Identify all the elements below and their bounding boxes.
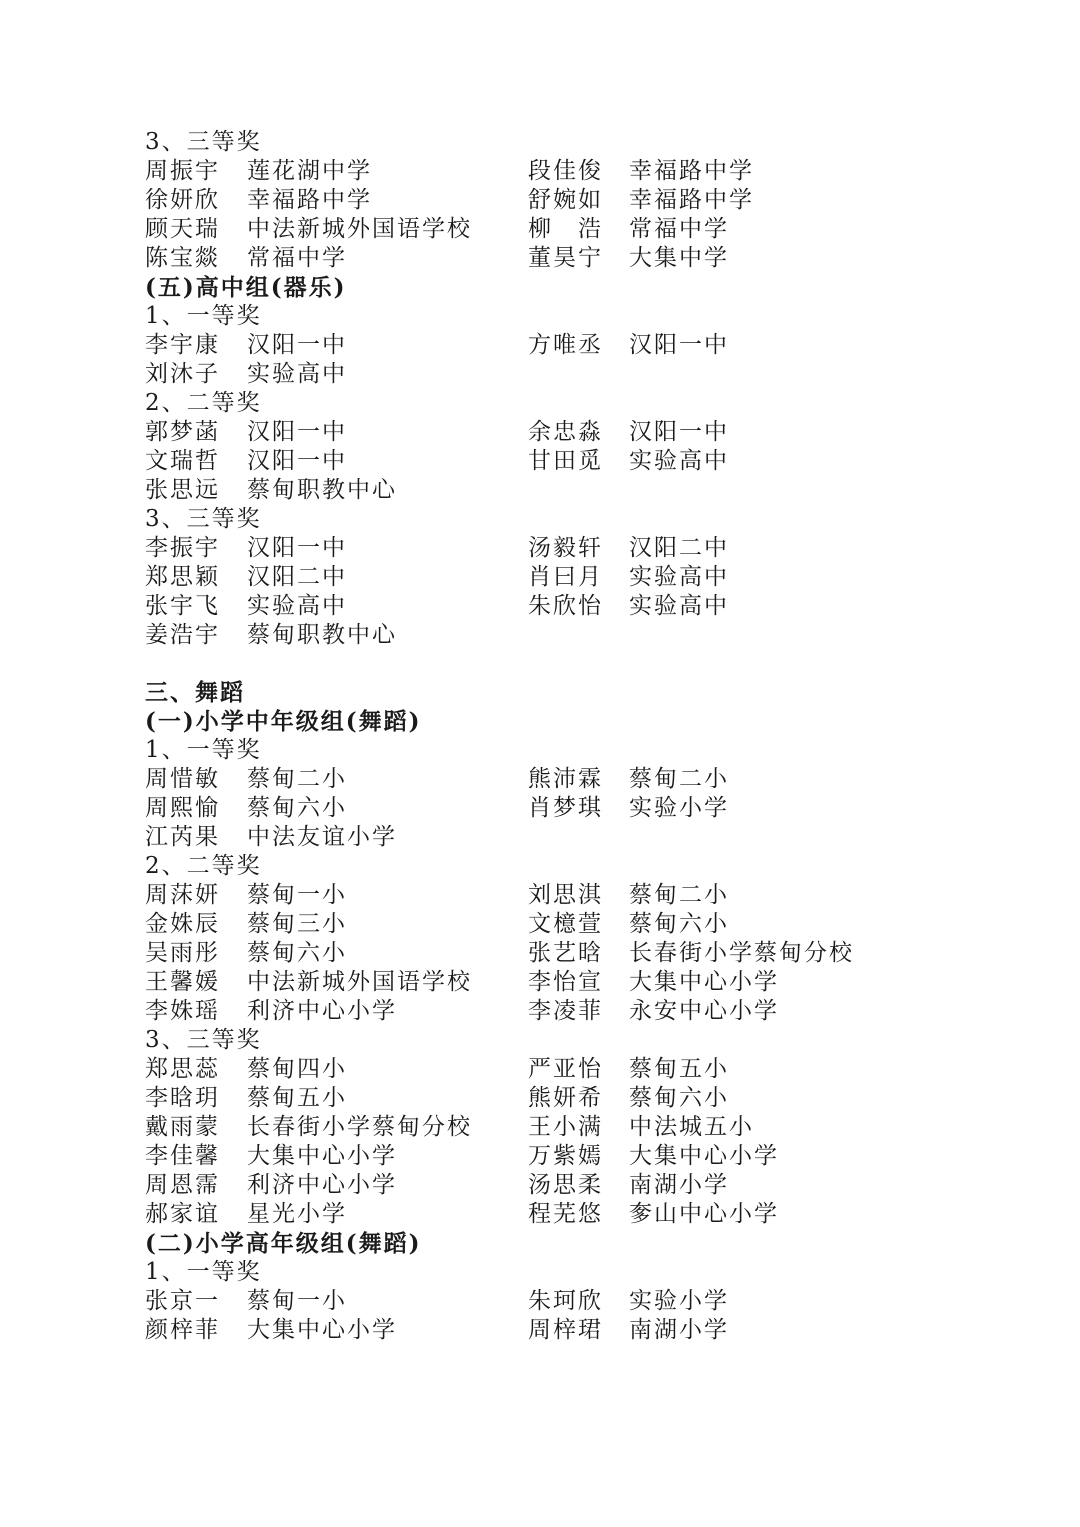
- winner-name: 李姝瑶: [145, 998, 220, 1024]
- winner-name: 张艺晗: [528, 940, 603, 966]
- winner-school: 利济中心小学: [247, 1172, 397, 1198]
- winner-school: 蔡甸职教中心: [247, 477, 397, 503]
- winner-school: 南湖小学: [629, 1172, 729, 1198]
- award-row: [145, 1316, 1045, 1345]
- winner-school: 蔡甸二小: [629, 766, 729, 792]
- award-row: [145, 621, 1045, 650]
- winner-school: 蔡甸职教中心: [247, 622, 397, 648]
- winner-name: 周熙愉: [145, 795, 220, 821]
- winner-school: 奓山中心小学: [629, 1201, 779, 1227]
- winner-school: 汉阳一中: [629, 419, 729, 445]
- winner-school: 蔡甸三小: [247, 911, 347, 937]
- winner-name: 严亚怡: [528, 1056, 603, 1082]
- winner-school: 常福中学: [629, 216, 729, 242]
- line-text: 3、三等奖: [145, 1027, 262, 1053]
- award-row: [145, 418, 1045, 447]
- award-level-label: [145, 302, 1045, 331]
- winner-school: 中法新城外国语学校: [247, 216, 472, 242]
- winner-name: 李凌菲: [528, 998, 603, 1024]
- line-text: (一)小学中年级组(舞蹈): [145, 708, 422, 735]
- winner-school: 汉阳一中: [247, 448, 347, 474]
- group-heading: [145, 707, 1045, 736]
- winner-name: 李怡宣: [528, 969, 603, 995]
- award-row: [145, 1200, 1045, 1229]
- award-row: [145, 1171, 1045, 1200]
- winner-name: 颜梓菲: [145, 1317, 220, 1343]
- line-text: 1、一等奖: [145, 1259, 262, 1285]
- winner-name: 周梓珺: [528, 1317, 603, 1343]
- group-heading: [145, 1229, 1045, 1258]
- winner-name: 熊沛霖: [528, 766, 603, 792]
- award-level-label: [145, 505, 1045, 534]
- award-row: [145, 360, 1045, 389]
- award-row: [145, 997, 1045, 1026]
- winner-school: 实验高中: [629, 448, 729, 474]
- winner-school: 实验高中: [247, 361, 347, 387]
- winner-school: 蔡甸五小: [247, 1085, 347, 1111]
- winner-school: 汉阳二中: [247, 564, 347, 590]
- winner-name: 万紫嫣: [528, 1143, 603, 1169]
- winner-school: 幸福路中学: [629, 187, 754, 213]
- winner-name: 陈宝燚: [145, 245, 220, 271]
- winner-name: 甘田觅: [528, 448, 603, 474]
- winner-school: 蔡甸六小: [247, 940, 347, 966]
- award-row: [145, 968, 1045, 997]
- winner-name: 汤毅轩: [528, 535, 603, 561]
- winner-name: 李振宇: [145, 535, 220, 561]
- line-text: 2、二等奖: [145, 853, 262, 879]
- line-text: (五)高中组(器乐): [145, 274, 347, 301]
- winner-school: 汉阳一中: [247, 535, 347, 561]
- award-row: [145, 1113, 1045, 1142]
- award-level-label: [145, 1026, 1045, 1055]
- winner-name: 汤思柔: [528, 1172, 603, 1198]
- winner-name: 戴雨蒙: [145, 1114, 220, 1140]
- winner-name: 李宇康: [145, 332, 220, 358]
- winner-school: 大集中心小学: [629, 969, 779, 995]
- winner-school: 蔡甸六小: [629, 911, 729, 937]
- winner-school: 蔡甸二小: [629, 882, 729, 908]
- winner-name: 方唯丞: [528, 332, 603, 358]
- winner-school: 实验小学: [629, 795, 729, 821]
- winner-name: 周莯妍: [145, 882, 220, 908]
- winner-school: 实验高中: [629, 564, 729, 590]
- award-row: [145, 765, 1045, 794]
- award-row: [145, 447, 1045, 476]
- winner-name: 张京一: [145, 1288, 220, 1314]
- winner-school: 实验小学: [629, 1288, 729, 1314]
- line-text: 3、三等奖: [145, 506, 262, 532]
- winner-name: 董昊宁: [528, 245, 603, 271]
- award-row: [145, 244, 1045, 273]
- award-row: [145, 881, 1045, 910]
- winner-school: 长春街小学蔡甸分校: [247, 1114, 472, 1140]
- award-row: [145, 186, 1045, 215]
- winner-school: 大集中学: [629, 245, 729, 271]
- winner-school: 汉阳二中: [629, 535, 729, 561]
- award-row: [145, 1287, 1045, 1316]
- winner-school: 汉阳一中: [247, 332, 347, 358]
- winner-name: 姜浩宇: [145, 622, 220, 648]
- winner-school: 大集中心小学: [247, 1317, 397, 1343]
- winner-school: 蔡甸五小: [629, 1056, 729, 1082]
- winner-name: 李晗玥: [145, 1085, 220, 1111]
- award-row: [145, 534, 1045, 563]
- winner-name: 文瑞哲: [145, 448, 220, 474]
- award-level-label: [145, 1258, 1045, 1287]
- winner-name: 舒婉如: [528, 187, 603, 213]
- winner-school: 汉阳一中: [247, 419, 347, 445]
- award-row: [145, 592, 1045, 621]
- line-text: 2、二等奖: [145, 390, 262, 416]
- group-heading: [145, 273, 1045, 302]
- winner-name: 郝家谊: [145, 1201, 220, 1227]
- winner-name: 吴雨彤: [145, 940, 220, 966]
- winner-name: 张思远: [145, 477, 220, 503]
- winner-school: 大集中心小学: [629, 1143, 779, 1169]
- winner-school: 大集中心小学: [247, 1143, 397, 1169]
- award-level-label: [145, 389, 1045, 418]
- winner-name: 江芮果: [145, 824, 220, 850]
- winner-name: 李佳馨: [145, 1143, 220, 1169]
- winner-name: 周惜敏: [145, 766, 220, 792]
- winner-school: 中法新城外国语学校: [247, 969, 472, 995]
- award-row: [145, 939, 1045, 968]
- award-row: [145, 1084, 1045, 1113]
- winner-school: 长春街小学蔡甸分校: [629, 940, 854, 966]
- winner-name: 肖梦琪: [528, 795, 603, 821]
- winner-school: 蔡甸四小: [247, 1056, 347, 1082]
- winner-name: 柳 浩: [528, 216, 603, 242]
- award-row: [145, 476, 1045, 505]
- line-text: 3、三等奖: [145, 129, 262, 155]
- award-row: [145, 1142, 1045, 1171]
- winner-name: 余忠淼: [528, 419, 603, 445]
- winner-name: 肖曰月: [528, 564, 603, 590]
- winner-name: 顾天瑞: [145, 216, 220, 242]
- winner-school: 蔡甸一小: [247, 882, 347, 908]
- section-heading: [145, 678, 1045, 707]
- winner-school: 实验高中: [247, 593, 347, 619]
- winner-name: 徐妍欣: [145, 187, 220, 213]
- winner-school: 中法城五小: [629, 1114, 754, 1140]
- winner-school: 莲花湖中学: [247, 158, 372, 184]
- award-row: [145, 823, 1045, 852]
- award-row: [145, 331, 1045, 360]
- award-level-label: [145, 736, 1045, 765]
- winner-name: 张宇飞: [145, 593, 220, 619]
- line-text: 三、舞蹈: [145, 679, 245, 706]
- winner-name: 郭梦菡: [145, 419, 220, 445]
- winner-name: 刘思淇: [528, 882, 603, 908]
- winner-school: 星光小学: [247, 1201, 347, 1227]
- winner-school: 蔡甸六小: [629, 1085, 729, 1111]
- winner-name: 郑思颖: [145, 564, 220, 590]
- award-row: [145, 1055, 1045, 1084]
- winner-school: 利济中心小学: [247, 998, 397, 1024]
- winner-name: 熊妍希: [528, 1085, 603, 1111]
- line-text: 1、一等奖: [145, 737, 262, 763]
- winner-name: 文檍萱: [528, 911, 603, 937]
- award-row: [145, 563, 1045, 592]
- winner-school: 常福中学: [247, 245, 347, 271]
- winner-name: 王小满: [528, 1114, 603, 1140]
- blank-line: [145, 650, 1045, 678]
- line-text: 1、一等奖: [145, 303, 262, 329]
- award-row: [145, 157, 1045, 186]
- winner-name: 周恩霈: [145, 1172, 220, 1198]
- winner-school: 中法友谊小学: [247, 824, 397, 850]
- winner-name: 金姝辰: [145, 911, 220, 937]
- winner-name: 段佳俊: [528, 158, 603, 184]
- award-list: [145, 128, 1045, 1345]
- award-level-label: [145, 128, 1045, 157]
- winner-name: 朱欣怡: [528, 593, 603, 619]
- winner-school: 永安中心小学: [629, 998, 779, 1024]
- winner-school: 蔡甸一小: [247, 1288, 347, 1314]
- winner-school: 南湖小学: [629, 1317, 729, 1343]
- winner-name: 刘沐子: [145, 361, 220, 387]
- winner-school: 汉阳一中: [629, 332, 729, 358]
- award-row: [145, 794, 1045, 823]
- winner-name: 郑思蕊: [145, 1056, 220, 1082]
- winner-school: 幸福路中学: [247, 187, 372, 213]
- award-level-label: [145, 852, 1045, 881]
- winner-name: 朱珂欣: [528, 1288, 603, 1314]
- winner-name: 王馨媛: [145, 969, 220, 995]
- winner-name: 周振宇: [145, 158, 220, 184]
- winner-name: 程芜悠: [528, 1201, 603, 1227]
- line-text: (二)小学高年级组(舞蹈): [145, 1230, 422, 1257]
- winner-school: 蔡甸六小: [247, 795, 347, 821]
- award-row: [145, 215, 1045, 244]
- award-row: [145, 910, 1045, 939]
- winner-school: 实验高中: [629, 593, 729, 619]
- winner-school: 蔡甸二小: [247, 766, 347, 792]
- winner-school: 幸福路中学: [629, 158, 754, 184]
